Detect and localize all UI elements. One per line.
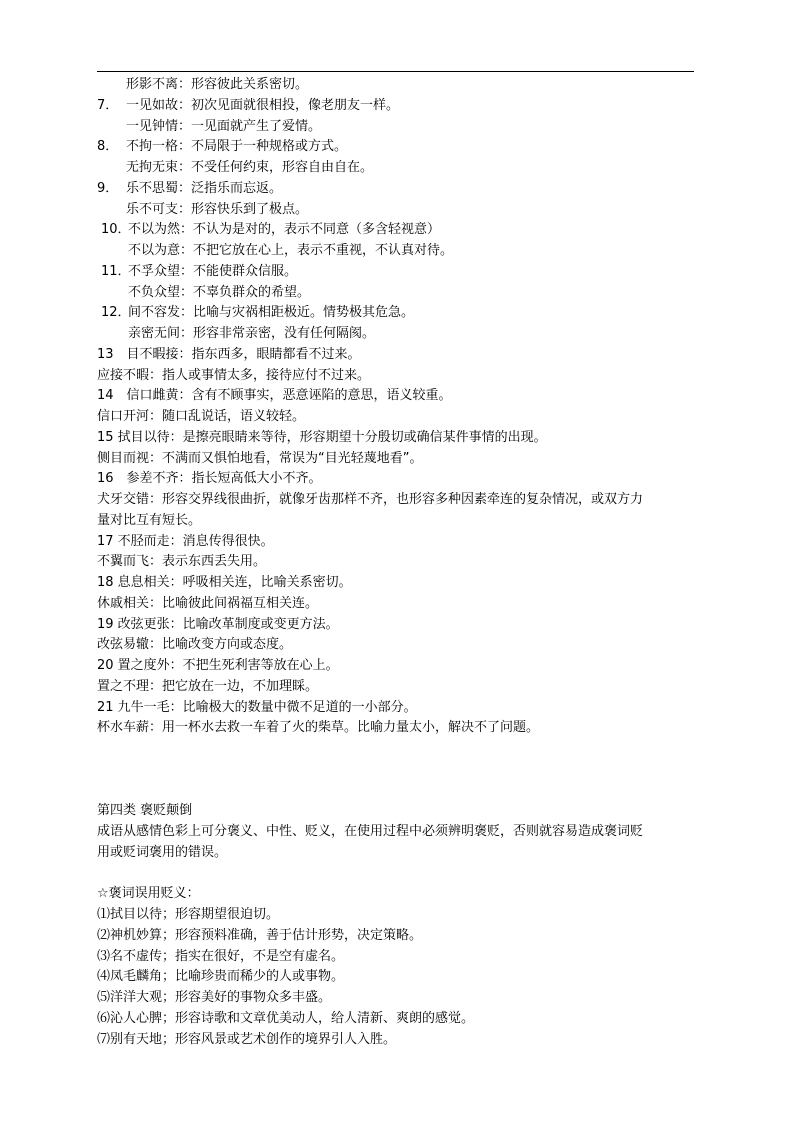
idiom-line: 15 拭目以待：是擦亮眼睛来等待，形容期望十分殷切或确信某件事情的出现。 [97, 430, 547, 445]
idiom-line: 乐不可支：形容快乐到了极点。 [126, 202, 309, 217]
section-subheading: ☆褒词误用贬义： [97, 886, 200, 901]
idiom-line: 量对比互有短长。 [97, 513, 202, 528]
header-rule [97, 71, 694, 72]
idiom-line: 14 信口雌黄：含有不顾事实，恶意诬陷的意思，语义较重。 [97, 388, 452, 403]
idiom-line: 10．不以为然：不认为是对的，表示不同意（多含轻视意） [101, 222, 441, 237]
idiom-line: 不负众望：不辜负群众的希望。 [128, 285, 311, 300]
section-intro: 用或贬词褒用的错误。 [97, 845, 228, 860]
list-item: ⑷凤毛麟角；比喻珍贵而稀少的人或事物。 [97, 969, 345, 984]
idiom-line: 18 息息相关：呼吸相关连，比喻关系密切。 [97, 575, 352, 590]
section-title: 第四类 褒贬颠倒 [97, 803, 193, 818]
idiom-line: 不以为意：不把它放在心上，表示不重视，不认真对待。 [128, 243, 454, 258]
list-item: ⑺别有天地；形容风景或艺术创作的境界引人入胜。 [97, 1032, 397, 1047]
idiom-line: 19 改弦更张：比喻改革制度或变更方法。 [97, 617, 339, 632]
idiom-line: 12．间不容发：比喻与灾祸相距极近。情势极其危急。 [101, 305, 415, 320]
idiom-line: 杯水车薪：用一杯水去救一车着了火的柴草。比喻力量太小，解决不了问题。 [97, 720, 540, 735]
list-item: ⑸洋洋大观；形容美好的事物众多丰盛。 [97, 990, 332, 1005]
idiom-line: 11．不孚众望：不能使群众信服。 [101, 264, 298, 279]
idiom-line: 犬牙交错：形容交界线很曲折，就像牙齿那样不齐，也形容多种因素牵连的复杂情况，或双方力 [97, 492, 644, 507]
idiom-line: 形影不离：形容彼此关系密切。 [126, 77, 309, 92]
idiom-line: 置之不理：把它放在一边，不加理睬。 [97, 679, 319, 694]
list-item: ⑹沁人心脾；形容诗歌和文章优美动人，给人清新、爽朗的感觉。 [97, 1011, 475, 1026]
list-item: ⑵神机妙算；形容预料准确，善于估计形势，决定策略。 [97, 928, 423, 943]
idiom-line: 改弦易辙：比喻改变方向或态度。 [97, 637, 293, 652]
idiom-line: 8． 不拘一格：不局限于一种规格或方式。 [97, 139, 348, 154]
idiom-line: 13 目不暇接：指东西多，眼睛都看不过来。 [97, 347, 361, 362]
idiom-line: 一见钟情：一见面就产生了爱情。 [126, 119, 322, 134]
idiom-line: 信口开河：随口乱说话，语义较轻。 [97, 409, 306, 424]
list-item: ⑴拭目以待；形容期望很迫切。 [97, 907, 280, 922]
idiom-line: 20 置之度外：不把生死利害等放在心上。 [97, 658, 339, 673]
list-item: ⑶名不虚传；指实在很好，不是空有虚名。 [97, 949, 345, 964]
idiom-line: 不翼而飞：表示东西丢失用。 [97, 554, 267, 569]
idiom-line: 17 不胫而走：消息传得很快。 [97, 534, 274, 549]
idiom-line: 9． 乐不思蜀：泛指乐而忘返。 [97, 181, 283, 196]
idiom-line: 21 九牛一毛：比喻极大的数量中微不足道的一小部分。 [97, 700, 417, 715]
idiom-line: 侧目而视：不满而又惧怕地看，常误为“目光轻蔑地看”。 [97, 451, 423, 466]
section-intro: 成语从感情色彩上可分褒义、中性、贬义，在使用过程中必须辨明褒贬，否则就容易造成褒词贬 [97, 824, 644, 839]
idiom-line: 休戚相关：比喻彼此间祸福互相关连。 [97, 596, 319, 611]
idiom-line: 无拘无束：不受任何约束，形容自由自在。 [126, 160, 374, 175]
idiom-line: 亲密无间：形容非常亲密，没有任何隔阂。 [128, 326, 376, 341]
idiom-line: 应接不暇：指人或事情太多，接待应付不过来。 [97, 368, 371, 383]
idiom-line: 16 参差不齐：指长短高低大小不齐。 [97, 471, 322, 486]
idiom-line: 7． 一见如故：初次见面就很相投，像老朋友一样。 [97, 98, 400, 113]
